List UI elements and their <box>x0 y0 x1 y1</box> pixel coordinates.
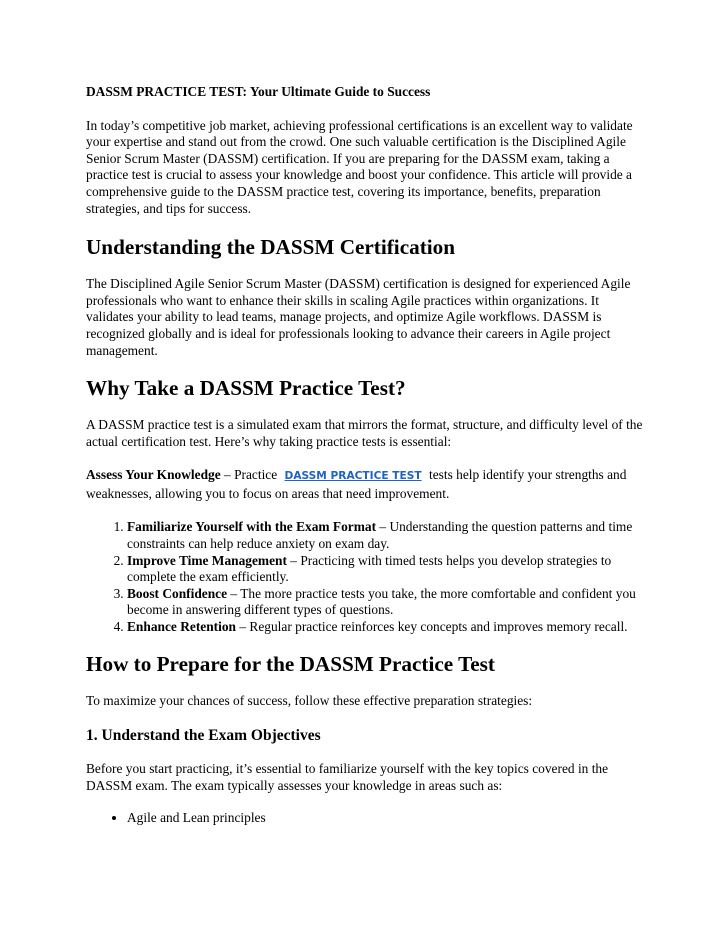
assess-knowledge-paragraph <box>86 466 646 503</box>
benefit-text: – Understanding the question patterns and time constraints can help reduce anxiety on exam day. <box>127 519 633 551</box>
benefit-text: – Practicing with timed tests helps you develop strategies to complete the exam efficiently. <box>127 552 612 585</box>
topics-list <box>86 810 646 827</box>
heading-prepare: How to Prepare for the DASSM Practice Test <box>86 652 495 677</box>
understanding-paragraph: The Disciplined Agile Senior Scrum Master (DASSM) certification is designed for experienced Agile professionals who want to enhance their skills in scaling Agile practices within organizations. It validates your ability to lead teams, manage projects, and optimize Agile workflows. DASSM is recognized globally and is ideal for professionals looking to advance their careers in Agile project management. <box>86 276 631 358</box>
heading-understanding: Understanding the DASSM Certification <box>86 235 456 260</box>
list-item <box>127 619 646 636</box>
benefit-label: Familiarize Yourself with the Exam Format <box>127 519 377 535</box>
benefit-label: Enhance Retention <box>127 618 236 634</box>
list-item <box>127 519 646 552</box>
benefit-text: – Regular practice reinforces key concepts and improves memory recall. <box>236 618 628 634</box>
list-item: • Agile and Lean principles <box>127 810 646 827</box>
prepare-paragraph: To maximize your chances of success, follow these effective preparation strategies: <box>86 693 533 709</box>
assess-knowledge-prefix: – Practice <box>220 467 281 483</box>
benefit-label: Boost Confidence <box>127 585 228 601</box>
why-paragraph: A DASSM practice test is a simulated exam that mirrors the format, structure, and difficulty level of the actual certification test. Here’s why taking practice tests is essential: <box>86 417 643 449</box>
document-page <box>86 84 646 827</box>
benefit-text: – The more practice tests you take, the more comfortable and confident you become in answering different types of questions. <box>127 585 636 618</box>
heading-exam-objectives: 1. Understand the Exam Objectives <box>86 727 321 745</box>
document-title: DASSM PRACTICE TEST: Your Ultimate Guide to Success <box>86 84 431 99</box>
list-item <box>127 586 646 619</box>
practice-test-link[interactable]: DASSM PRACTICE TEST <box>284 470 422 483</box>
exam-objectives-paragraph: Before you start practicing, it’s essential to familiarize yourself with the key topics covered in the DASSM exam. The exam typically assesses your knowledge in areas such as: <box>86 761 609 793</box>
benefit-label: Improve Time Management <box>127 552 287 568</box>
assess-knowledge-label: Assess Your Knowledge <box>86 467 221 483</box>
heading-why: Why Take a DASSM Practice Test? <box>86 376 406 401</box>
benefits-list <box>86 519 646 635</box>
list-item <box>127 553 646 586</box>
intro-paragraph: In today’s competitive job market, achieving professional certifications is an excellent way to validate your expertise and stand out from the crowd. One such valuable certification is the Disciplined Agile Senior Scrum Master (DASSM) certification. If you are preparing for the DASSM exam, taking a practice test is crucial to assess your knowledge and boost your confidence. This article will provide a comprehensive guide to the DASSM practice test, covering its importance, benefits, preparation strategies, and tips for success. <box>86 117 633 216</box>
assess-knowledge-suffix: tests help identify your strengths and weaknesses, allowing you to focus on areas that need improvement. <box>86 467 627 502</box>
